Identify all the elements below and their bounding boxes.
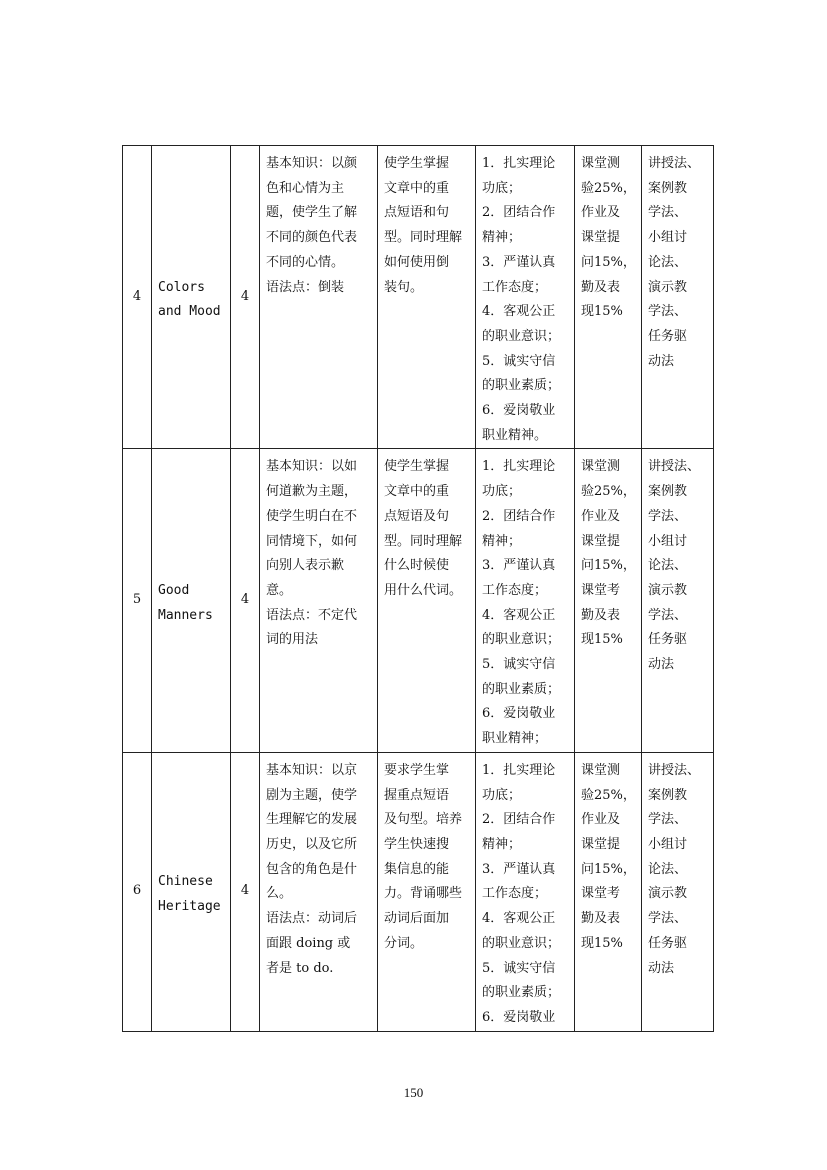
cell-line: 包含的角色是什 <box>266 861 358 877</box>
cell-line: 文章中的重 <box>384 180 450 196</box>
cell-line: 生理解它的发展 <box>266 812 358 828</box>
cell-line: 6．爱岗敬业 <box>482 706 556 722</box>
cell-line: 问15%， <box>581 254 636 270</box>
cell-line: 2．团结合作 <box>482 508 556 524</box>
cell-line: 1．扎实理论 <box>482 459 556 475</box>
teaching-content <box>260 752 378 1031</box>
unit-number: 5 <box>123 449 152 752</box>
cell-line: 向别人表示歉 <box>266 558 345 574</box>
cell-line: 小组讨 <box>648 230 688 246</box>
cell-line: 动词后面加 <box>384 911 450 927</box>
cell-line: 工作态度； <box>482 886 548 902</box>
cell-line: 面跟 doing 或 <box>266 935 351 951</box>
cell-line: 使学生掌握 <box>384 459 450 475</box>
teaching-content <box>260 449 378 752</box>
teaching-goal <box>378 146 476 449</box>
cell-line: 么。 <box>266 886 293 902</box>
cell-line: 案例教 <box>648 180 688 196</box>
cell-line: 5．诚实守信 <box>482 353 556 369</box>
cell-line: 现15% <box>581 304 623 320</box>
cell-line: 3．严谨认真 <box>482 254 556 270</box>
cell-line: 动法 <box>648 960 675 976</box>
cell-line: 5．诚实守信 <box>482 657 556 673</box>
assessment-method <box>575 752 642 1031</box>
cell-line: 小组讨 <box>648 836 688 852</box>
cell-line: 装句。 <box>384 279 424 295</box>
cell-line: 4．客观公正 <box>482 607 556 623</box>
cell-line: 分词。 <box>384 935 424 951</box>
table-row <box>123 449 714 752</box>
teaching-methods <box>642 146 714 449</box>
cell-line: 论法、 <box>648 861 688 877</box>
cell-line: 演示教 <box>648 886 688 902</box>
cell-line: 语法点：不定代 <box>266 607 358 623</box>
cell-line: 集信息的能 <box>384 861 450 877</box>
cell-line: 文章中的重 <box>384 484 450 500</box>
cell-line: 历史，以及它所 <box>266 836 358 852</box>
cell-line: 勤及表 <box>581 911 621 927</box>
cell-line: 的职业素质； <box>482 985 561 1001</box>
cell-line: 1．扎实理论 <box>482 762 556 778</box>
cell-line: 点短语及句 <box>384 508 450 524</box>
cell-line: 精神； <box>482 836 522 852</box>
cell-line: Manners <box>158 607 213 623</box>
cell-line: 3．严谨认真 <box>482 558 556 574</box>
table-row <box>123 146 714 449</box>
cell-line: 的职业意识； <box>482 632 561 648</box>
cell-line: 用什么代词。 <box>384 582 463 598</box>
cell-line: 词的用法 <box>266 632 319 648</box>
cell-line: 4．客观公正 <box>482 911 556 927</box>
cell-line: 课堂提 <box>581 230 621 246</box>
cell-line: 语法点：倒装 <box>266 279 345 295</box>
cell-line: 精神； <box>482 230 522 246</box>
cell-line: 3．严谨认真 <box>482 861 556 877</box>
cell-line: 力。背诵哪些 <box>384 886 463 902</box>
teaching-methods <box>642 449 714 752</box>
cell-line: 学法、 <box>648 812 688 828</box>
cell-line: 要求学生掌 <box>384 762 450 778</box>
cell-line: 者是 to do. <box>266 960 334 976</box>
cell-line: 剧为主题，使学 <box>266 787 358 803</box>
cell-line: 6．爱岗敬业 <box>482 403 556 419</box>
cell-line: 任务驱 <box>648 935 688 951</box>
cell-line: 使学生明白在不 <box>266 508 358 524</box>
cell-line: 什么时候使 <box>384 558 450 574</box>
cell-line: 使学生掌握 <box>384 156 450 171</box>
cell-line: 演示教 <box>648 279 688 295</box>
cell-line: 职业精神； <box>482 731 548 747</box>
ideological-elements <box>476 146 575 449</box>
cell-line: Heritage <box>158 898 221 914</box>
cell-line: 勤及表 <box>581 279 621 295</box>
cell-line: 讲授法、 <box>648 762 701 778</box>
cell-line: 1．扎实理论 <box>482 156 556 171</box>
cell-line: 论法、 <box>648 254 688 270</box>
cell-line: 验25%， <box>581 787 636 803</box>
cell-line: 课堂测 <box>581 459 621 475</box>
teaching-methods <box>642 752 714 1031</box>
cell-line: and Mood <box>158 304 221 320</box>
cell-line: 演示教 <box>648 582 688 598</box>
cell-line: 任务驱 <box>648 632 688 648</box>
cell-line: Chinese <box>158 874 213 890</box>
cell-line: 的职业素质； <box>482 378 561 394</box>
cell-line: 作业及 <box>581 508 621 524</box>
cell-line: 语法点：动词后 <box>266 911 358 927</box>
cell-line: 如何使用倒 <box>384 254 450 270</box>
cell-line: 5．诚实守信 <box>482 960 556 976</box>
cell-line: 学法、 <box>648 205 688 221</box>
assessment-method <box>575 449 642 752</box>
cell-line: 职业精神。 <box>482 427 548 443</box>
cell-line: 何道歉为主题， <box>266 484 358 500</box>
cell-line: 小组讨 <box>648 533 688 549</box>
cell-line: 课堂提 <box>581 533 621 549</box>
assessment-method <box>575 146 642 449</box>
table-row <box>123 752 714 1031</box>
cell-line: 问15%， <box>581 558 636 574</box>
class-hours: 4 <box>231 449 260 752</box>
cell-line: 现15% <box>581 935 623 951</box>
cell-line: 工作态度； <box>482 279 548 295</box>
cell-line: 问15%， <box>581 861 636 877</box>
cell-line: 不同的心情。 <box>266 254 345 270</box>
unit-title <box>152 449 231 752</box>
cell-line: 功底； <box>482 180 522 196</box>
cell-line: 6．爱岗敬业 <box>482 1009 556 1025</box>
cell-line: 课堂考 <box>581 886 621 902</box>
cell-line: 意。 <box>266 582 293 598</box>
cell-line: 的职业意识； <box>482 328 561 344</box>
teaching-goal <box>378 449 476 752</box>
ideological-elements <box>476 449 575 752</box>
cell-line: 2．团结合作 <box>482 812 556 828</box>
cell-line: 课堂提 <box>581 836 621 852</box>
cell-line: 的职业意识； <box>482 935 561 951</box>
cell-line: 讲授法、 <box>648 459 701 475</box>
cell-line: 现15% <box>581 632 623 648</box>
cell-line: 动法 <box>648 353 675 369</box>
cell-line: 学法、 <box>648 607 688 623</box>
cell-line: 作业及 <box>581 205 621 221</box>
cell-line: 验25%， <box>581 180 636 196</box>
cell-line: 色和心情为主 <box>266 180 345 196</box>
cell-line: 案例教 <box>648 787 688 803</box>
cell-line: 同情境下，如何 <box>266 533 358 549</box>
cell-line: 2．团结合作 <box>482 205 556 221</box>
cell-line: 基本知识：以如 <box>266 459 358 475</box>
cell-line: 的职业素质； <box>482 681 561 697</box>
cell-line: 案例教 <box>648 484 688 500</box>
cell-line: 学法、 <box>648 911 688 927</box>
cell-line: 工作态度； <box>482 582 548 598</box>
cell-line: 讲授法、 <box>648 156 701 171</box>
cell-line: 功底； <box>482 787 522 803</box>
cell-line: 4．客观公正 <box>482 304 556 320</box>
cell-line: 学法、 <box>648 304 688 320</box>
unit-number: 4 <box>123 146 152 449</box>
cell-line: Good <box>158 582 190 598</box>
unit-title <box>152 146 231 449</box>
cell-line: 学法、 <box>648 508 688 524</box>
cell-line: 题，使学生了解 <box>266 205 358 221</box>
cell-line: 任务驱 <box>648 328 688 344</box>
cell-line: 验25%， <box>581 484 636 500</box>
cell-line: 课堂考 <box>581 582 621 598</box>
cell-line: 作业及 <box>581 812 621 828</box>
teaching-content <box>260 146 378 449</box>
class-hours: 4 <box>231 752 260 1031</box>
cell-line: 握重点短语 <box>384 787 450 803</box>
cell-line: 课堂测 <box>581 762 621 778</box>
page-number: 150 <box>403 1085 424 1100</box>
cell-line: 课堂测 <box>581 156 621 171</box>
cell-line: 论法、 <box>648 558 688 574</box>
cell-line: 动法 <box>648 657 675 673</box>
syllabus-table <box>122 145 714 1032</box>
cell-line: 型。同时理解 <box>384 533 463 549</box>
ideological-elements <box>476 752 575 1031</box>
cell-line: 型。同时理解 <box>384 230 463 246</box>
cell-line: 及句型。培养 <box>384 812 463 828</box>
cell-line: 勤及表 <box>581 607 621 623</box>
teaching-goal <box>378 752 476 1031</box>
class-hours: 4 <box>231 146 260 449</box>
cell-line: 学生快速搜 <box>384 836 450 852</box>
cell-line: 精神； <box>482 533 522 549</box>
cell-line: 基本知识：以京 <box>266 762 358 778</box>
cell-line: 点短语和句 <box>384 205 450 221</box>
unit-number: 6 <box>123 752 152 1031</box>
unit-title <box>152 752 231 1031</box>
cell-line: 不同的颜色代表 <box>266 230 358 246</box>
cell-line: 功底； <box>482 484 522 500</box>
cell-line: 基本知识：以颜 <box>266 156 358 171</box>
cell-line: Colors <box>158 279 205 295</box>
